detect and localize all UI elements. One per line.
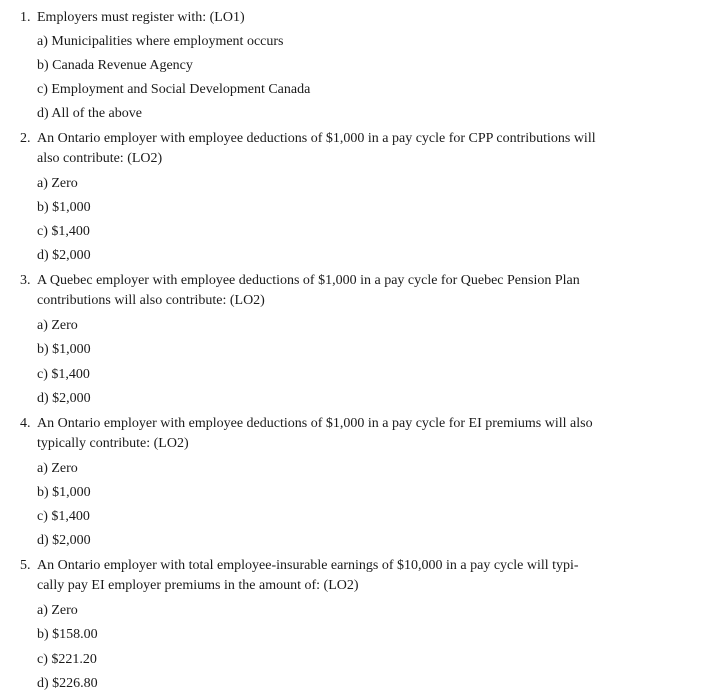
question-3-line-1 [20, 273, 580, 289]
question-4-number: 4. [20, 416, 31, 431]
question-4-option-d: d) $2,000 [37, 533, 91, 548]
question-1-option-b: b) Canada Revenue Agency [37, 58, 193, 73]
question-3-number: 3. [20, 273, 31, 288]
question-4-option-b: b) $1,000 [37, 485, 91, 500]
question-5-text-line-2: cally pay EI employer premiums in the amount of: (LO2) [37, 578, 359, 593]
question-4-text-line-2: typically contribute: (LO2) [37, 436, 189, 451]
question-3-text-line-2: contributions will also contribute: (LO2) [37, 293, 265, 308]
question-1-option-c: c) Employment and Social Development Canada [37, 82, 311, 97]
question-5-option-a: a) Zero [37, 603, 78, 618]
question-3-option-b: b) $1,000 [37, 342, 91, 357]
question-5-text-line-1: An Ontario employer with total employee-insurable earnings of $10,000 in a pay cycle will typi- [37, 558, 579, 573]
question-2-number: 2. [20, 131, 31, 146]
question-5-number: 5. [20, 558, 31, 573]
question-1-number: 1. [20, 10, 31, 25]
question-3-text-line-1: A Quebec employer with employee deductions of $1,000 in a pay cycle for Quebec Pension Plan [37, 273, 580, 288]
question-5-option-c: c) $221.20 [37, 652, 97, 667]
question-1-text: Employers must register with: (LO1) [37, 10, 245, 25]
question-4-option-c: c) $1,400 [37, 509, 90, 524]
question-3-option-c: c) $1,400 [37, 367, 90, 382]
question-2-option-a: a) Zero [37, 176, 78, 191]
question-4-text-line-1: An Ontario employer with employee deductions of $1,000 in a pay cycle for EI premiums will also [37, 416, 593, 431]
question-5-line-1 [20, 558, 579, 574]
question-1-option-a: a) Municipalities where employment occurs [37, 34, 284, 49]
question-2-option-c: c) $1,400 [37, 224, 90, 239]
question-2-option-d: d) $2,000 [37, 248, 91, 263]
question-1-line-1 [20, 10, 245, 26]
question-3-option-d: d) $2,000 [37, 391, 91, 406]
question-2-option-b: b) $1,000 [37, 200, 91, 215]
question-3-option-a: a) Zero [37, 318, 78, 333]
question-1-option-d: d) All of the above [37, 106, 142, 121]
question-2-text-line-2: also contribute: (LO2) [37, 151, 163, 166]
question-4-line-1 [20, 416, 593, 432]
question-5-option-b: b) $158.00 [37, 627, 98, 642]
question-2-line-1 [20, 131, 596, 147]
question-4-option-a: a) Zero [37, 461, 78, 476]
question-2-text-line-1: An Ontario employer with employee deductions of $1,000 in a pay cycle for CPP contributions will [37, 131, 596, 146]
question-5-option-d: d) $226.80 [37, 676, 98, 691]
